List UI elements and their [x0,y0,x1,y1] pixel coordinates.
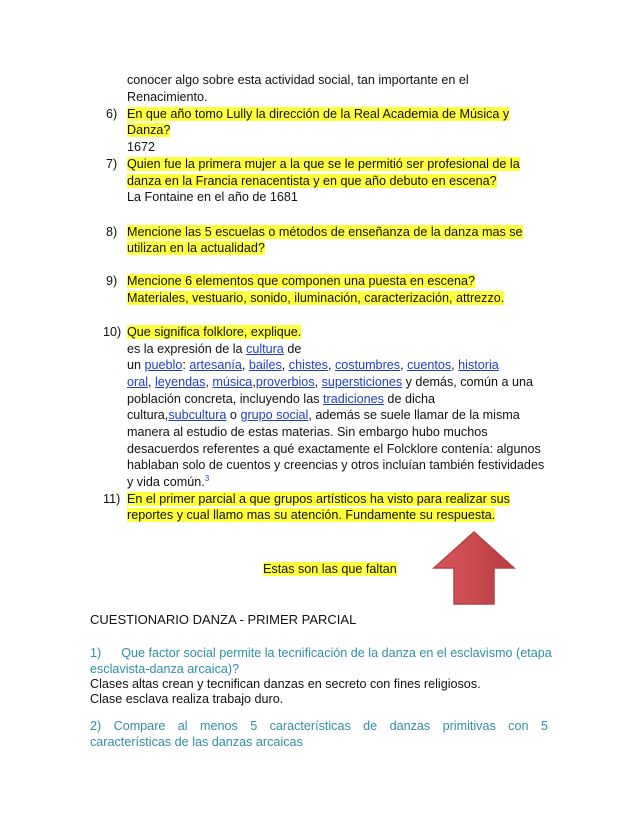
link-costumbres[interactable]: costumbres [334,358,401,372]
c-q1-text: Que factor social permite la tecnificación de la danza en el esclavismo (etapa [121,646,552,660]
q10-number: 10) [103,325,122,339]
q11-number: 11) [103,492,121,506]
missing-note: Estas son las que faltan [263,562,397,576]
c-q1-answer1: Clases altas crean y tecnifican danzas en secreto con fines religiosos. [90,677,481,691]
q10-answer-line6: manera al estudio de estas materias. Sin embargo hubo muchos [127,425,488,439]
c-q1-line1 [90,645,552,661]
q10-answer-line3: oral, leyendas, música,proverbios, supersticiones y demás, común a una [127,375,534,389]
link-oral[interactable]: oral [127,375,148,389]
c-q2-number: 2) [90,719,102,733]
link-historia[interactable]: historia [458,358,499,372]
link-chistes[interactable]: chistes [288,358,328,372]
q6-question-line2: Danza? [127,123,171,137]
q7-number: 7) [106,157,118,171]
q7-question-line1: Quien fue la primera mujer a la que se le permitió ser profesional de la [127,157,520,171]
link-grupo-social[interactable]: grupo social [240,408,309,422]
q10-answer-line7: desacuerdos referentes a qué exactamente el Folcklore contenía: algunos [127,442,541,456]
link-musica[interactable]: música [212,375,253,389]
q5-answer-line2: Renacimiento. [127,90,208,104]
c-q1-line2: esclavista-danza arcaica)? [90,662,240,676]
q8-question-line2: utilizan en la actualidad? [127,241,265,255]
q9-number: 9) [106,274,118,288]
q9-question: Mencione 6 elementos que componen una puesta en escena? [127,274,475,288]
q8-number: 8) [106,225,118,239]
footnote-ref[interactable]: 3 [204,473,210,483]
q10-answer-line4: población concreta, incluyendo las tradiciones de dicha [127,392,436,406]
q8-question-line1: Mencione las 5 escuelas o métodos de enseñanza de la danza mas se [127,225,523,239]
q11-question-line1: En el primer parcial a que grupos artísticos ha visto para realizar sus [127,492,510,506]
link-bailes[interactable]: bailes [248,358,282,372]
q11-question-line2: reportes y cual llamo mas su atención. Fundamente su respuesta. [127,508,496,522]
q10-answer-line2: un pueblo: artesanía, bailes, chistes, costumbres, cuentos, historia [127,358,499,372]
link-cuentos[interactable]: cuentos [407,358,452,372]
link-tradiciones[interactable]: tradiciones [323,392,384,406]
link-leyendas[interactable]: leyendas [155,375,206,389]
q6-question-line1: En que año tomo Lully la dirección de la Real Academia de Música y [127,107,510,121]
link-subcultura[interactable]: subcultura [168,408,227,422]
cuestionario-title: CUESTIONARIO DANZA - PRIMER PARCIAL [90,612,357,627]
c-q1-answer2: Clase esclava realiza trabajo duro. [90,692,284,706]
q6-answer: 1672 [127,140,156,154]
q10-answer-line9: y vida común.$^3$ [127,473,210,489]
q6-number: 6) [106,107,118,121]
q7-question-line2: danza en la Francia renacentista y en que año debuto en escena? [127,174,497,188]
c-q2-line1: 2) Compare al menos 5 características de danzas primitivas con 5 [90,719,548,733]
q10-question: Que significa folklore, explique. [127,325,302,339]
up-arrow-icon [432,530,516,606]
c-q1-number: 1) [90,646,102,660]
q9-answer: Materiales, vestuario, sonido, iluminación, caracterización, attrezzo. [127,291,505,305]
link-cultura[interactable]: cultura [246,342,284,356]
link-proverbios[interactable]: proverbios [255,375,315,389]
c-q2-line2: características de las danzas arcaicas [90,735,303,749]
link-supersticiones[interactable]: supersticiones [321,375,403,389]
q5-answer-line1: conocer algo sobre esta actividad social, tan importante en el [127,73,469,87]
link-artesania[interactable]: artesanía [189,358,242,372]
q10-answer-line1: es la expresión de la cultura de [127,342,302,356]
link-pueblo[interactable]: pueblo [144,358,183,372]
q10-answer-line5: cultura,subcultura o grupo social, además se suele llamar de la misma [127,408,520,422]
q10-answer-line8: hablaban solo de cuentos y creencias y otros incluían también festividades [127,458,545,472]
q7-answer: La Fontaine en el año de 1681 [127,190,298,204]
